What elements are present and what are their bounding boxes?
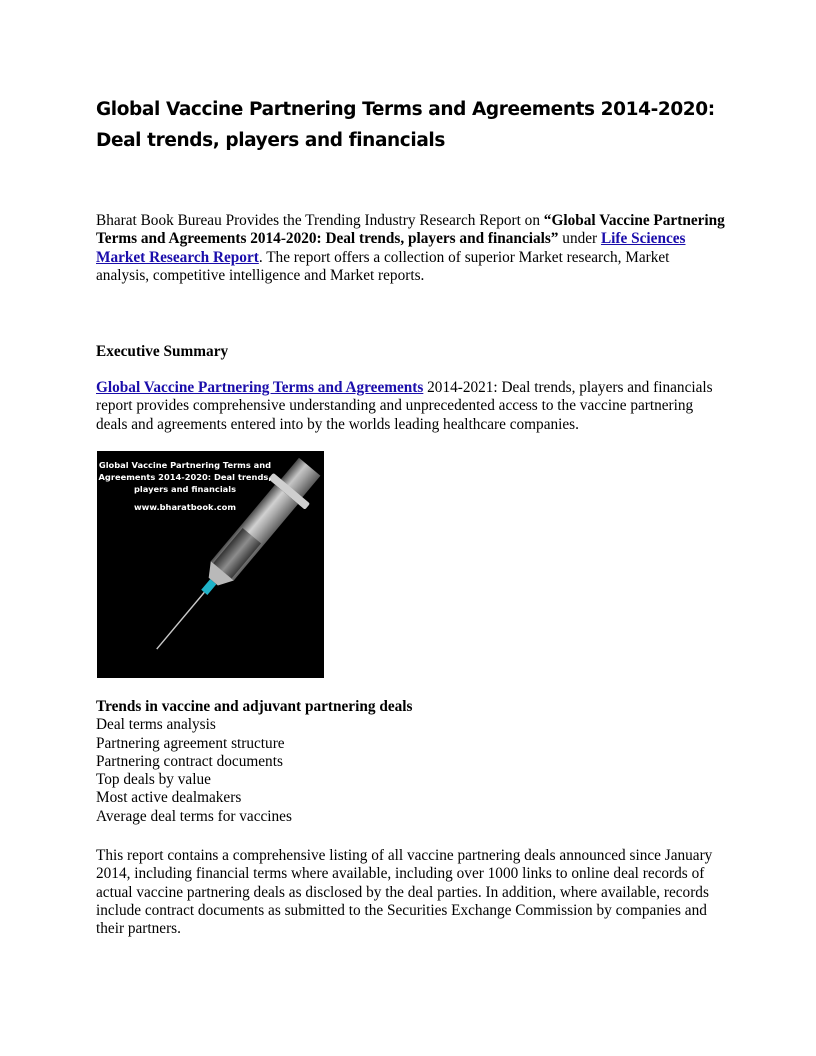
list-item: Average deal terms for vaccines	[96, 807, 292, 825]
cover-url: www.bharatbook.com	[134, 502, 236, 512]
executive-summary-heading: Executive Summary	[96, 343, 229, 360]
summary-rest: 2014-2021: Deal trends, players and financials report provides comprehensive understanding and unprecedented access to the vaccine partnering deals and agreements entered into by the worlds leading healthcare companies.	[96, 379, 713, 433]
list-item: Partnering agreement structure	[96, 734, 285, 752]
intro-report-name: “Global Vaccine Partnering Terms and Agreements 2014-2020: Deal trends, players and financials”	[96, 212, 725, 248]
cover-title: Global Vaccine Partnering Terms and Agreements 2014-2020: Deal trends, players and financials	[98, 460, 272, 494]
list-item: Most active dealmakers	[96, 789, 242, 807]
life-sciences-report-link[interactable]: Life Sciences Market Research Report	[96, 230, 686, 266]
summary-paragraph	[96, 379, 726, 434]
intro-lead: Bharat Book Bureau Provides the Trending Industry Research Report on	[96, 212, 544, 229]
page-title: Global Vaccine Partnering Terms and Agreements 2014-2020: Deal trends, players and financials	[96, 99, 715, 151]
vaccine-partnering-report-link[interactable]: Global Vaccine Partnering Terms and Agreements	[96, 379, 424, 396]
report-cover-image	[97, 451, 324, 678]
trends-list	[96, 698, 412, 826]
list-item: Partnering contract documents	[96, 752, 283, 770]
listing-paragraph: This report contains a comprehensive listing of all vaccine partnering deals announced since January 2014, including financial terms where available, including over 1000 links to online deal records of actual vaccine partnering deals as disclosed by the deal parties. In addition, where available, records include contract documents as submitted to the Securities Exchange Commission by companies and their partners.	[96, 847, 713, 938]
list-item: Deal terms analysis	[96, 716, 216, 734]
trends-heading: Trends in vaccine and adjuvant partnering deals	[96, 698, 413, 715]
list-item: Top deals by value	[96, 771, 211, 789]
intro-paragraph	[96, 212, 726, 285]
intro-under: under	[558, 230, 601, 248]
intro-after-link: . The report offers a collection of superior Market research, Market analysis, competitive intelligence and Market reports.	[96, 248, 670, 284]
